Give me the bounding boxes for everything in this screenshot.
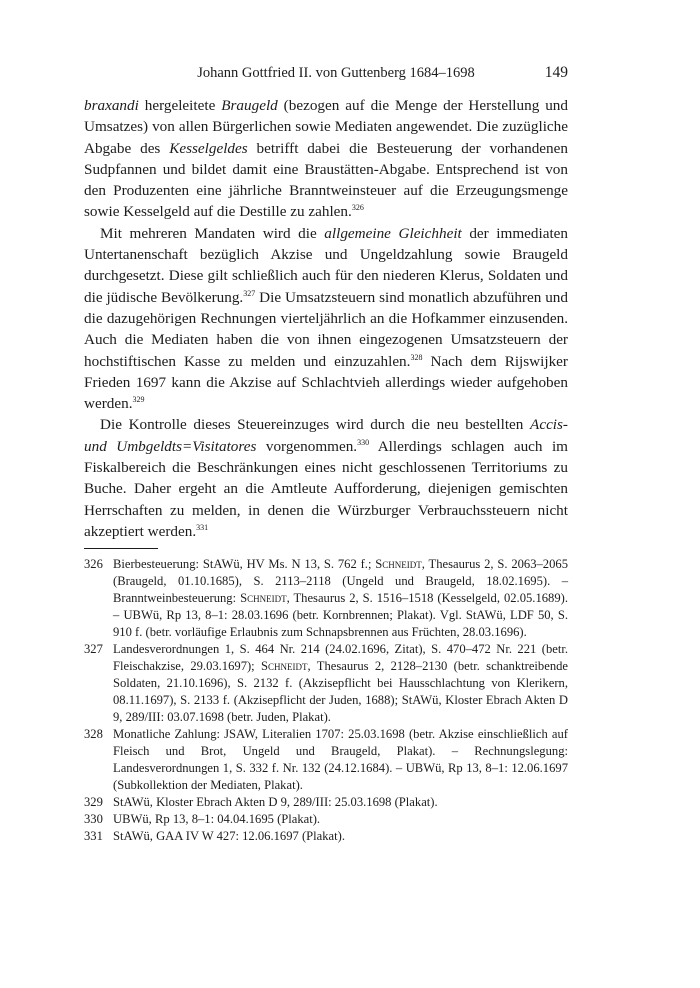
footnote-number: 327 bbox=[84, 642, 103, 656]
body-text bbox=[84, 95, 568, 542]
author-name: Schneidt bbox=[375, 557, 422, 571]
text-run: , Thesaurus 2, S. 1516–1518 (Kesselgeld, 02.05.1689). – UBWü, Rp 13, 8–1: 28.03.1696 (betr. Kornbrennen; Plakat). Vgl. StAWü, LDF 50, S. 910 f. (betr. vorläufige Erlaubnis zum Schnapsbrennen aus Früchten, 28.03.1696). bbox=[113, 591, 568, 639]
footnote-ref-330[interactable]: 330 bbox=[357, 437, 370, 447]
text-run: vorgenommen. bbox=[256, 437, 358, 455]
footnote-ref-329[interactable]: 329 bbox=[132, 395, 145, 405]
footnote-ref-328[interactable]: 328 bbox=[410, 352, 423, 362]
italic-term-kesselgeldes: Kesselgeldes bbox=[169, 139, 248, 157]
footnote-number: 326 bbox=[84, 557, 103, 571]
footnote-number: 330 bbox=[84, 812, 103, 826]
italic-term-visitatores: Accis- und Umbgeldts=Visitatores bbox=[84, 416, 568, 455]
footnote-number: 328 bbox=[84, 727, 103, 741]
paragraph-2 bbox=[84, 223, 568, 415]
footnote-ref-331[interactable]: 331 bbox=[196, 522, 209, 532]
text-run: betrifft dabei die Besteuerung der vorhandenen Sudpfannen und bildet damit eine Braustätten-Abgabe. Entsprechend ist von den Produzenten eine jährliche Branntweinsteuer auf die Erzeugungsmenge sowie Kesselgeld auf die Destille zu zahlen. bbox=[84, 139, 568, 221]
running-title: Johann Gottfried II. von Guttenberg 1684–1698 bbox=[197, 65, 475, 81]
text-run: Die Kontrolle dieses Steuereinzuges wird durch die neu bestellten bbox=[100, 416, 531, 434]
footnote-divider bbox=[84, 548, 158, 549]
running-header bbox=[104, 62, 568, 84]
footnote-328 bbox=[84, 726, 568, 794]
text-run: Allerdings schlagen auch im Fiskalbereich die Beschränkungen eines nicht geschlossenen Territoriums zu Buche. Daher ergeht an die Amtleute Aufforderung, diejenigen gemischten Herrschaften zu melden, in denen die Würzburger Verbrauchssteuern nicht akzeptiert werden. bbox=[84, 437, 568, 540]
text-run: Die Umsatzsteuern sind monatlich abzuführen und die dazugehörigen Rechnungen vierteljährlich an die Hofkammer einzusenden. Auch die Mediaten haben die von ihnen eingezogenen Umsatzsteuern der hochstiftischen Kasse zu melden und einzuzahlen. bbox=[84, 288, 568, 370]
author-name: Schneidt bbox=[261, 659, 308, 673]
footnotes bbox=[84, 556, 568, 845]
italic-term-allgemeine-gleichheit: allgemeine Gleichheit bbox=[324, 224, 462, 242]
text-run: , Thesaurus 2, 2128–2130 (betr. schanktreibende Soldaten, 21.10.1696), S. 2132 f. (Akzisepflicht bei Hausschlachtung von Klerikern, 08.11.1697), S. 2133 f. (Akzisepflicht der Juden, 1688); StAWü, Kloster Ebrach Akten D 9, 289/III: 03.07.1698 (betr. Juden, Plakat). bbox=[113, 659, 568, 724]
footnote-330 bbox=[84, 811, 568, 828]
text-run: Monatliche Zahlung: JSAW, Literalien 1707: 25.03.1698 (betr. Akzise einschließlich auf Fleisch und Brot, Ungeld und Braugeld, Plakat). – Rechnungslegung: Landesverordnungen 1, S. 332 f. Nr. 132 (24.12.1684). – UBWü, Rp 13, 8–1: 12.06.1697 (Subkollektion der Mediaten, Plakat). bbox=[113, 727, 568, 792]
page-number: 149 bbox=[544, 64, 568, 81]
italic-term-braxandi: braxandi bbox=[84, 97, 139, 114]
footnote-number: 331 bbox=[84, 829, 103, 843]
text-run: StAWü, GAA IV W 427: 12.06.1697 (Plakat). bbox=[113, 829, 345, 843]
footnote-number: 329 bbox=[84, 795, 103, 809]
footnote-327 bbox=[84, 641, 568, 726]
footnote-ref-326[interactable]: 326 bbox=[351, 203, 364, 213]
italic-term-braugeld: Braugeld bbox=[221, 97, 278, 114]
footnote-331 bbox=[84, 828, 568, 845]
text-run: (bezogen auf die Menge der Herstellung und Umsatzes) von allen Bürgerlichen sowie Mediaten angewendet. Die zuzügliche Abgabe des bbox=[84, 97, 568, 157]
text-run: Landesverordnungen 1, S. 464 Nr. 214 (24.02.1696, Zitat), S. 470–472 Nr. 221 (betr. Fleischakzise, 29.03.1697); bbox=[113, 642, 568, 673]
text-run: Nach dem Rijswijker Frieden 1697 kann die Akzise auf Schlachtvieh allerdings wieder aufgehoben werden. bbox=[84, 352, 568, 413]
text-run: Bierbesteuerung: StAWü, HV Ms. N 13, S. 762 f.; bbox=[113, 557, 376, 571]
author-name: Schneidt bbox=[240, 591, 287, 605]
text-run: UBWü, Rp 13, 8–1: 04.04.1695 (Plakat). bbox=[113, 812, 321, 826]
paragraph-3 bbox=[84, 414, 568, 542]
text-run: , Thesaurus 2, S. 2063–2065 (Braugeld, 01.10.1685), S. 2113–2118 (Ungeld und Braugeld, 18.02.1695). – Branntweinbesteuerung: bbox=[113, 557, 568, 605]
text-run: der immediaten Untertanenschaft bezüglich Akzise und Ungeldzahlung sowie Braugeld durchgesetzt. Diese gilt schließlich auch für den niederen Klerus, Soldaten und die jüdische Bevölkerung. bbox=[84, 224, 569, 306]
text-run: StAWü, Kloster Ebrach Akten D 9, 289/III: 25.03.1698 (Plakat). bbox=[113, 795, 438, 809]
footnote-329 bbox=[84, 794, 568, 811]
text-run: Mit mehreren Mandaten wird die bbox=[100, 224, 325, 242]
text-run: hergeleitete bbox=[138, 97, 222, 114]
footnote-ref-327[interactable]: 327 bbox=[243, 288, 256, 298]
paragraph-1 bbox=[84, 95, 568, 223]
footnote-326 bbox=[84, 556, 568, 641]
